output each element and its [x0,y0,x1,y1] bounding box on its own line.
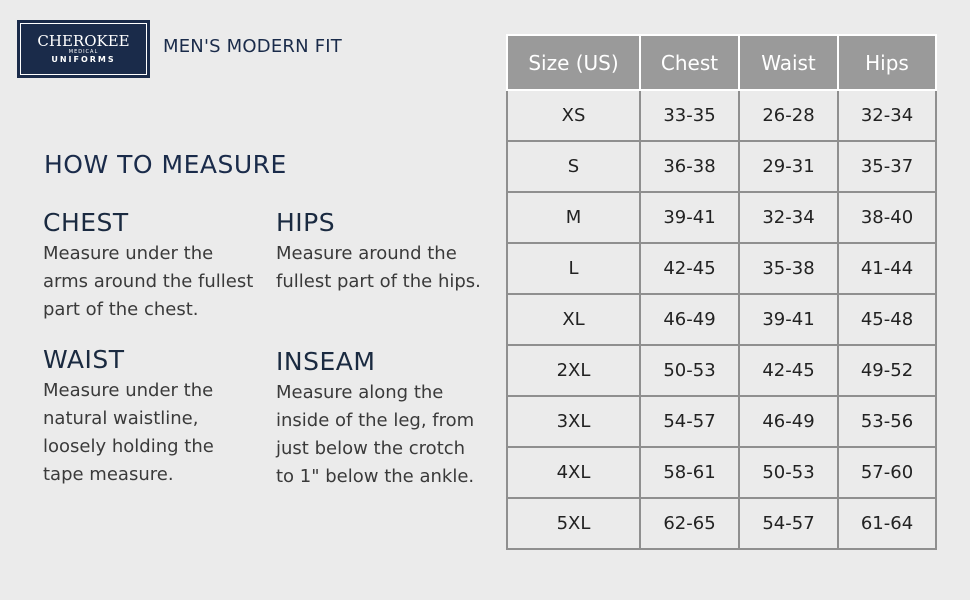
cell-hips: 61-64 [838,498,936,549]
header-hips: Hips [838,35,936,90]
inseam-description: Measure along the inside of the leg, from just below the crotch to 1" below the ankle. [276,382,475,487]
chest-section [43,208,258,324]
header-waist: Waist [739,35,838,90]
cell-waist: 50-53 [739,447,838,498]
cell-chest: 39-41 [640,192,739,243]
hips-section [276,208,491,296]
inseam-section [276,347,476,491]
cell-hips: 32-34 [838,90,936,141]
logo-name: CHEROKEE [37,31,130,50]
cell-hips: 45-48 [838,294,936,345]
cell-chest: 58-61 [640,447,739,498]
logo-medical: MEDICAL [68,48,99,55]
table-row [507,294,936,345]
cell-chest: 62-65 [640,498,739,549]
brand-logo [17,20,150,78]
cell-chest: 54-57 [640,396,739,447]
cell-chest: 46-49 [640,294,739,345]
size-chart-table [506,34,937,550]
how-to-measure-title: HOW TO MEASURE [44,150,287,179]
table-row [507,90,936,141]
cell-waist: 54-57 [739,498,838,549]
inseam-heading: INSEAM [276,347,376,376]
table-row [507,498,936,549]
cell-waist: 29-31 [739,141,838,192]
table-row [507,243,936,294]
cell-waist: 46-49 [739,396,838,447]
cell-size: S [507,141,640,192]
cell-size: M [507,192,640,243]
cell-waist: 26-28 [739,90,838,141]
table-row [507,396,936,447]
cell-hips: 57-60 [838,447,936,498]
waist-description: Measure under the natural waistline, loosely holding the tape measure. [43,380,214,485]
cell-chest: 36-38 [640,141,739,192]
cell-hips: 38-40 [838,192,936,243]
cell-size: XL [507,294,640,345]
cell-chest: 50-53 [640,345,739,396]
chest-description: Measure under the arms around the fullest part of the chest. [43,243,254,320]
header-chest: Chest [640,35,739,90]
cell-waist: 35-38 [739,243,838,294]
cell-size: 5XL [507,498,640,549]
cell-size: L [507,243,640,294]
fit-title: MEN'S MODERN FIT [163,36,342,57]
header-size: Size (US) [507,35,640,90]
cell-waist: 39-41 [739,294,838,345]
cell-waist: 32-34 [739,192,838,243]
cell-hips: 35-37 [838,141,936,192]
cell-size: 2XL [507,345,640,396]
logo-uniforms: UNIFORMS [51,54,116,64]
hips-heading: HIPS [276,208,336,237]
table-row [507,141,936,192]
cell-chest: 33-35 [640,90,739,141]
cell-size: 4XL [507,447,640,498]
cell-hips: 53-56 [838,396,936,447]
cell-size: 3XL [507,396,640,447]
cell-waist: 42-45 [739,345,838,396]
cell-size: XS [507,90,640,141]
table-header-row [507,35,936,90]
waist-section [43,345,258,489]
table-row [507,447,936,498]
table-row [507,192,936,243]
hips-description: Measure around the fullest part of the hips. [276,243,481,292]
cell-hips: 41-44 [838,243,936,294]
cell-hips: 49-52 [838,345,936,396]
waist-heading: WAIST [43,345,125,374]
chest-heading: CHEST [43,208,129,237]
table-row [507,345,936,396]
cell-chest: 42-45 [640,243,739,294]
